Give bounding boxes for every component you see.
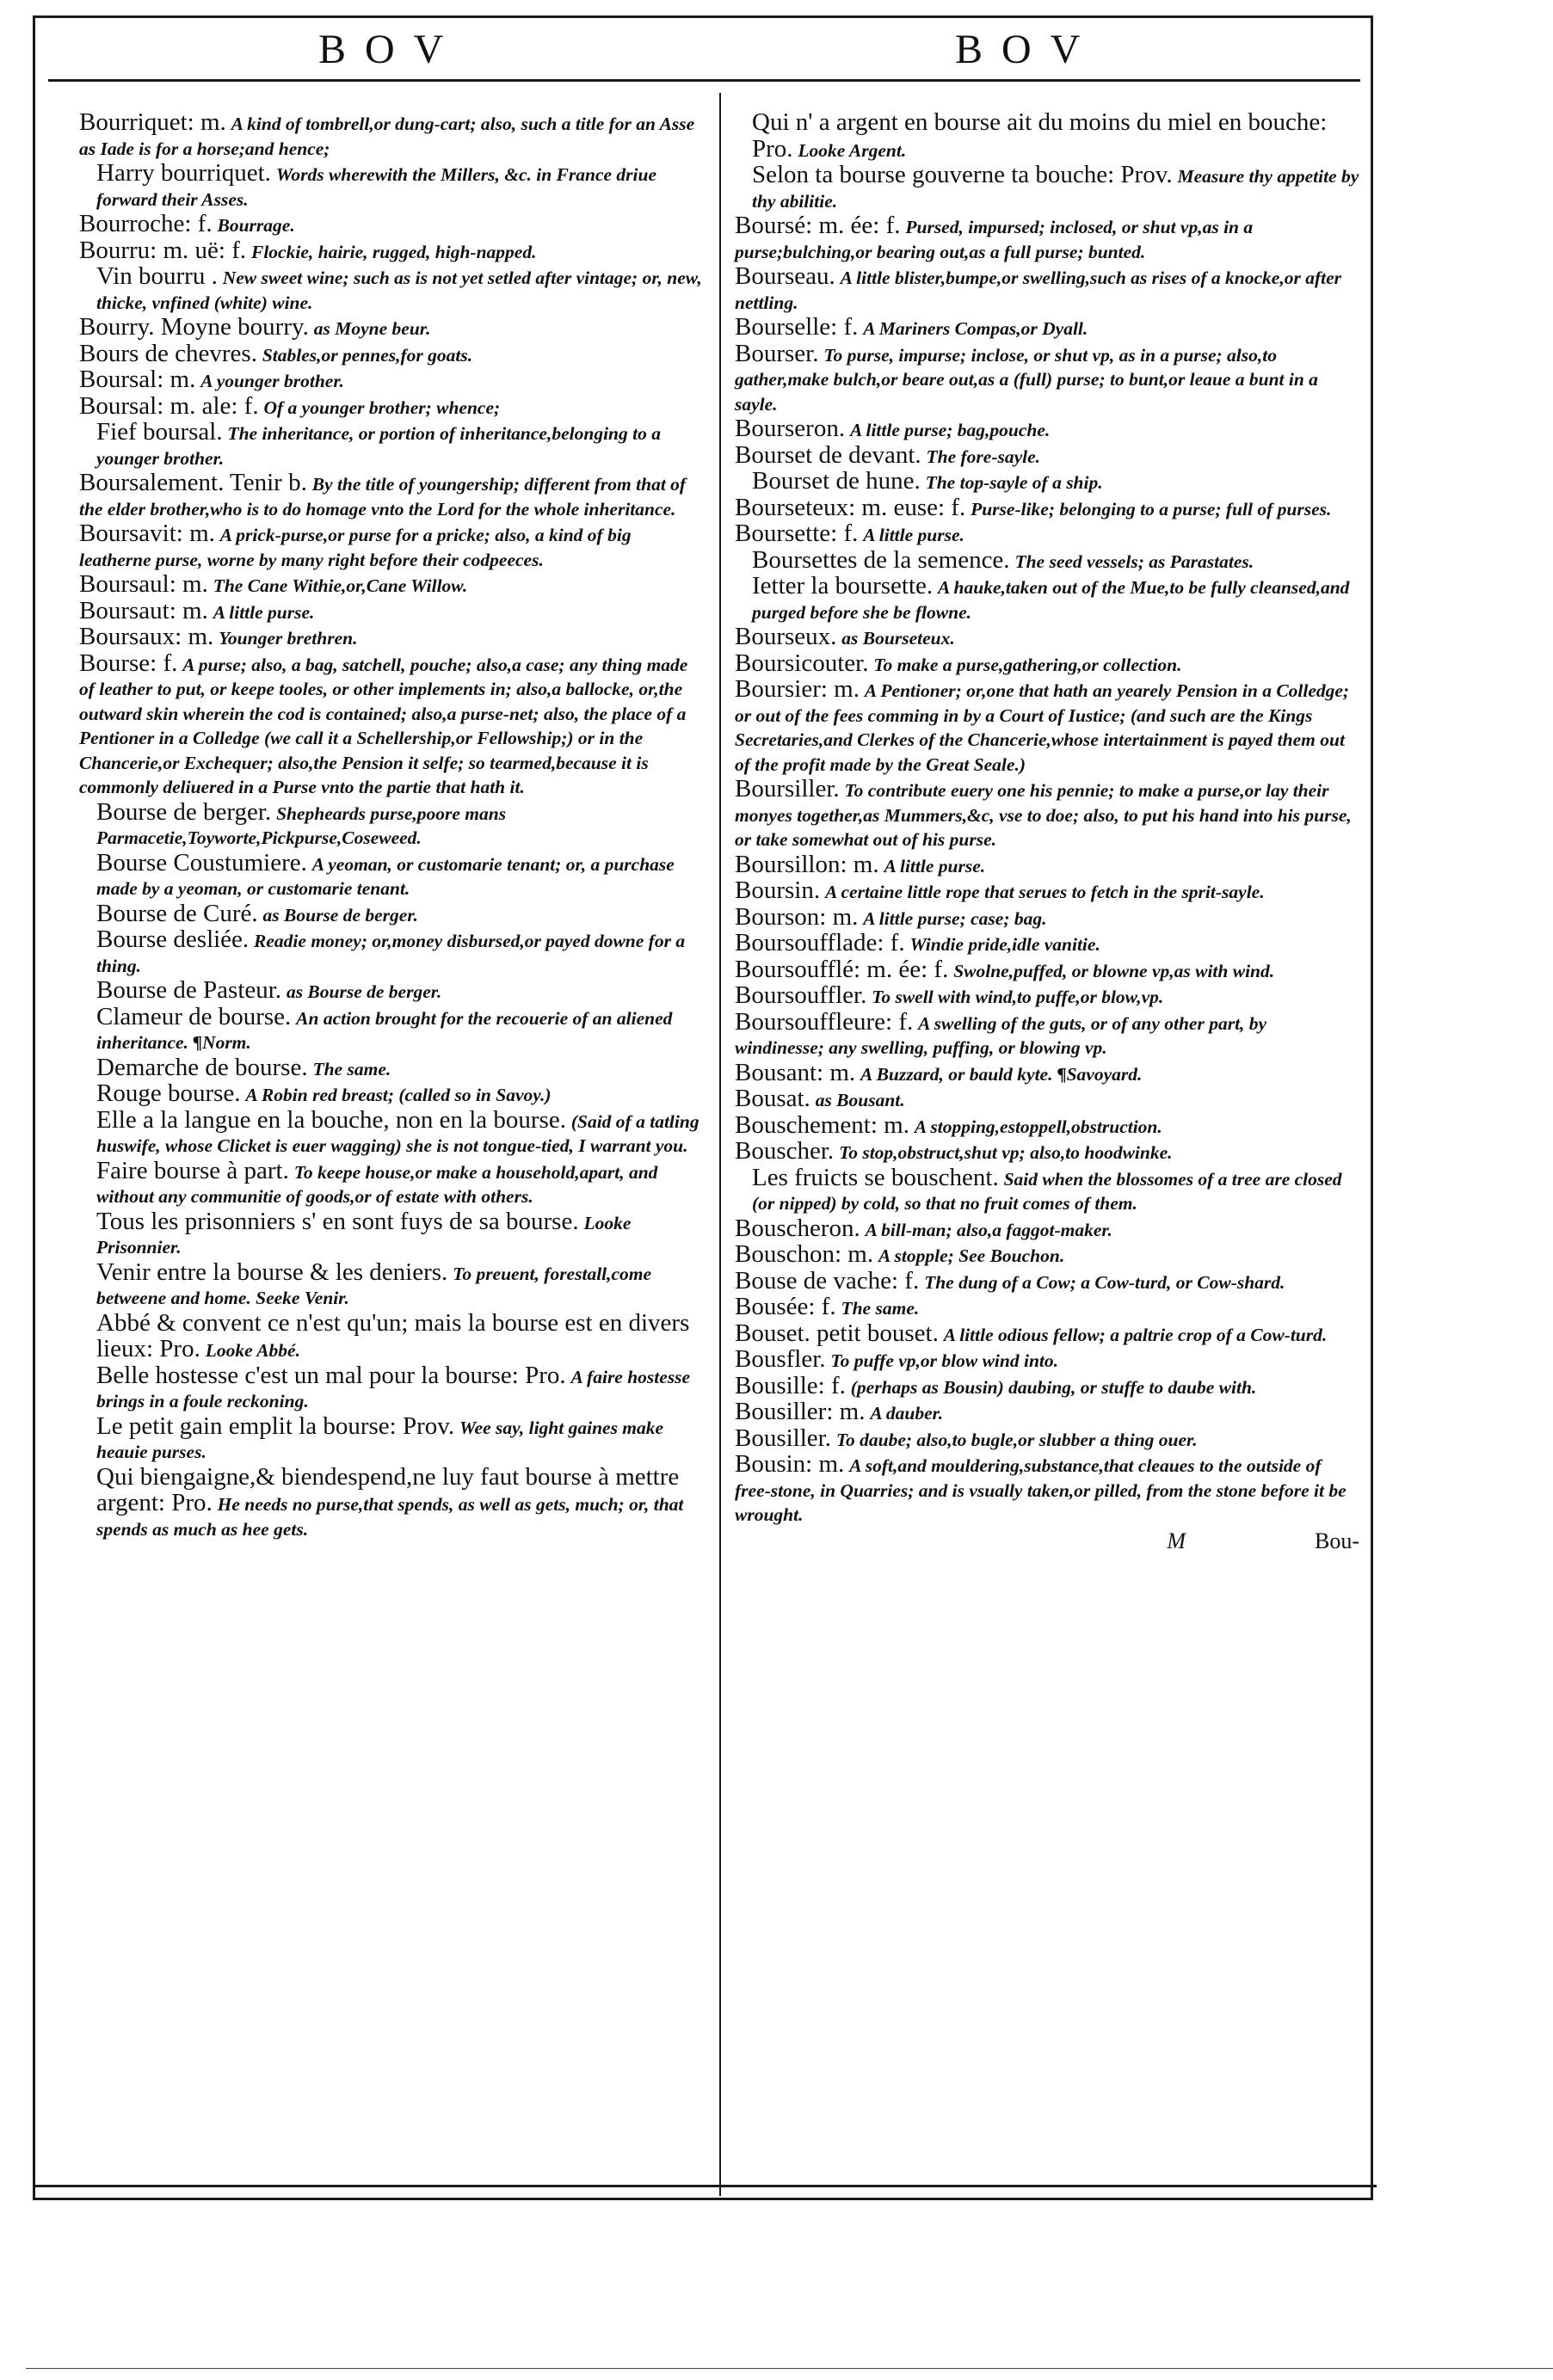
dictionary-entry [79,238,707,265]
headword: Fief boursal. [96,418,223,446]
headword: Qui n' a argent en bourse ait du moins du miel en bouche: Pro. [752,108,1328,163]
definition: as Bousant. [815,1090,905,1110]
headword: Bousiller: m. [735,1398,866,1425]
dictionary-entry [79,367,707,394]
dictionary-entry [79,521,707,572]
headword: Les fruicts se bouschent. [752,1163,999,1191]
headword: Bourset de hune. [752,467,921,495]
definition: Windie pride,idle vanitie. [909,934,1100,955]
dictionary-entry [735,1452,1359,1528]
headword: Bourse: f. [79,649,178,677]
dictionary-entry [735,1347,1359,1374]
headword: Qui biengaigne,& biendespend,ne luy faut bourse à mettre argent: Pro. [96,1462,680,1516]
definition: To puffe vp,or blow wind into. [830,1350,1059,1371]
dictionary-entry [79,572,707,599]
dictionary-entry [79,341,707,368]
headword: Boursettes de la semence. [752,545,1010,574]
running-head-left: BOV [318,27,463,72]
dictionary-entry [735,574,1359,624]
dictionary-entry [79,470,707,521]
bottom-rule [34,2185,1377,2187]
definition: A purse; also, a bag, satchell, pouche; also,a case; any thing made of leather to put, or keepe tooles, or other implements in; also,a ballocke, or,the outward skin wherein the cod is contained; also,a purse-net; also, the place of a Pentioner in a Colledge (we call it a Schellership,or Fellowship;) or in the Chancerie,or Exchequer; also,the Pension it selfe; so tearmed,because it is commonly deliuered in a Purse vnto the partie that hath it. [79,654,688,797]
dictionary-entry [735,1266,1359,1295]
headword: Bourseau. [735,262,835,290]
dictionary-entry [735,1371,1359,1400]
headword: Bourseron. [735,415,846,442]
definition: A faire hostesse brings in a foule reckoning. [96,1366,691,1411]
dictionary-entry [79,1105,707,1159]
definition: Measure thy appetite by thy abilitie. [752,166,1359,212]
definition: Swolne,puffed, or blowne vp,as with wind. [953,960,1275,981]
headword: Bousée: f. [735,1293,836,1320]
left-column [79,110,707,1541]
definition: To stop,obstruct,shut vp; also,to hoodwinke. [839,1142,1173,1163]
definition: Words wherewith the Millers, &c. in France driue forward their Asses. [96,164,657,210]
definition: A little purse. [884,855,986,876]
definition: Wee say, light gaines make heauie purses. [96,1417,664,1462]
dictionary-entry [735,983,1359,1010]
headword: Boursillon: m. [735,850,879,878]
definition: The fore-sayle. [926,446,1041,467]
headword: Rouge bourse. [96,1079,241,1107]
dictionary-entry [735,1399,1359,1426]
definition: as Bourse de berger. [286,981,442,1002]
definition: To daube; also,to bugle,or slubber a thing ouer. [835,1429,1198,1450]
dictionary-entry [735,902,1359,932]
headword: Venir entre la bourse & les deniers. [96,1258,448,1286]
dictionary-entry [79,420,707,470]
definition: (Said of a tatling huswife, whose Clicket is euer wagging) she is not tongue-tied, I warrant you. [96,1110,699,1156]
headword: Bourse de Curé. [96,899,258,927]
definition: New sweet wine; such as is not yet setled after vintage; or, new, thicke, vnfined (white) wine. [96,268,702,313]
dictionary-entry [79,1156,707,1209]
headword: Bouscher. [735,1137,835,1165]
definition: The dung of a Cow; a Cow-turd, or Cow-shard. [924,1271,1285,1293]
running-head-right: BOV [955,27,1100,72]
definition: A prick-purse,or purse for a pricke; also, a kind of big leatherne purse, worne by many right before their codpeeces. [79,525,632,570]
dictionary-entry [79,1411,707,1465]
dictionary-entry [79,927,707,978]
definition: A swelling of the guts, or of any other part, by windinesse; any swelling, puffing, or blowing vp. [735,1012,1267,1058]
dictionary-entry [735,852,1359,879]
definition: A little purse. [863,525,964,545]
definition: A Robin red breast; (called so in Savoy.) [245,1085,552,1105]
dictionary-entry [735,1321,1359,1348]
definition: as Bourse de berger. [262,904,418,926]
dictionary-entry [735,651,1359,678]
definition: Bourrage. [217,215,295,236]
definition: Looke Argent. [798,139,907,161]
dictionary-entry [79,264,707,315]
headword: Boursier: m. [735,675,860,703]
catchword: Bou- [1315,1528,1359,1553]
headword: Bouschon: m. [735,1240,874,1268]
definition: A bill-man; also,a faggot-maker. [865,1219,1112,1240]
definition: as Moyne beur. [313,318,431,339]
definition: as Bourseteux. [841,628,955,649]
definition: A yeoman, or customarie tenant; or, a purchase made by a yeoman, or customarie tenant. [96,853,675,899]
definition: By the title of youngership; different from that of the elder brother,who is to do homage vnto the Lord for the whole inheritance. [79,474,687,520]
dictionary-entry [79,901,707,928]
headword: Bousiller. [735,1424,831,1452]
headword: Boursoufflé: m. ée: f. [735,955,949,983]
headword: Boursal: m. [79,366,196,393]
headword: Tous les prisonniers s' en sont fuys de sa bourse. [96,1207,579,1235]
headword: Elle a la langue en la bouche, non en la bourse. [96,1105,566,1134]
headword: Bourriquet: m. [79,108,226,136]
dictionary-entry [79,1363,707,1414]
headword: Boursaux: m. [79,623,214,650]
headword: Belle hostesse c'est un mal pour la bourse: Pro. [96,1361,566,1389]
definition: To preuent, forestall,come betweene and home. Seeke Venir. [96,1263,652,1308]
definition: Readie money; or,money disbursed,or payed downe for a thing. [96,931,686,976]
dictionary-entry [79,1081,707,1108]
headword: Bouse de vache: f. [735,1266,920,1295]
headword: Bourser. [735,339,819,367]
definition: Purse-like; belonging to a purse; full of purses. [971,498,1332,520]
definition: Stables,or pennes,for goats. [262,344,473,366]
dictionary-entry [735,1165,1359,1216]
definition: A little purse; bag,pouche. [849,420,1051,440]
dictionary-entry [79,391,707,421]
headword: Bours de chevres. [79,339,257,367]
headword: Boursé: m. ée: f. [735,212,901,239]
headword: Bousin: m. [735,1450,845,1478]
headword: Abbé & convent ce n'est qu'un; mais la bourse est en divers lieux: Pro. [96,1308,690,1362]
definition: A little odious fellow; a paltrie crop of a Cow-turd. [943,1324,1328,1345]
headword: Bourson: m. [735,902,859,931]
signature-mark: M [1167,1528,1186,1553]
dictionary-entry [735,521,1359,548]
dictionary-entry [735,1058,1359,1087]
dictionary-entry [735,624,1359,651]
definition: A Pentioner; or,one that hath an yearely Pension in a Colledge; or out of the fees comming in by a Court of Iustice; (and such are the Kings Secretaries,and Clerkes of the Chancerie,whose intertainment is payed them out of the profit made by the Great Seale.) [735,680,1350,775]
definition: A soft,and mouldering,substance,that cleaues to the outside of free-stone, in Quarries; and is vsually taken,or pilled, from the stone before it be wrought. [735,1455,1347,1525]
definition: A stopple; See Bouchon. [878,1245,1065,1266]
headword: Boursouffler. [735,981,867,1009]
definition: A hauke,taken out of the Mue,to be fully cleansed,and purged before she be flowne. [752,577,1350,623]
headword: Bourseux. [735,623,837,650]
definition: A certaine little rope that serues to fetch in the sprit-sayle. [824,882,1265,902]
headword: Selon ta bourse gouverne ta bouche: Prov. [752,161,1173,188]
headword: Bourse Coustumiere. [96,848,307,876]
definition: To make a purse,gathering,or collection. [873,654,1182,675]
headword: Bousant: m. [735,1058,856,1086]
definition: Shepheards purse,poore mans Parmacetie,Toyworte,Pickpurse,Coseweed. [96,803,507,848]
dictionary-entry [79,978,707,1005]
dictionary-entry [735,1242,1359,1269]
definition: To swell with wind,to puffe,or blow,vp. [872,987,1164,1007]
definition: A kind of tombrell,or dung-cart; also, such a title for an Asse as Iade is for a horse;and hence; [79,114,695,159]
dictionary-entry [735,878,1359,905]
dictionary-entry [79,624,707,651]
page-edge-rule [26,2368,1553,2369]
dictionary-entry [735,264,1359,315]
dictionary-entry [735,440,1359,470]
headword: Clameur de bourse. [96,1002,292,1030]
definition: A Buzzard, or bauld kyte. ¶Savoyard. [860,1063,1143,1085]
definition: The same. [312,1058,391,1079]
dictionary-entry [735,1216,1359,1243]
signature-line [735,1528,1359,1555]
dictionary-entry [735,110,1359,163]
headword: Bourry. Moyne bourry. [79,313,309,341]
headword: Ietter la boursette. [752,572,934,600]
definition: Said when the blossomes of a tree are closed (or nipped) by cold, so that no fruit comes of them. [752,1168,1342,1214]
dictionary-entry [79,315,707,341]
dictionary-entry [735,416,1359,443]
definition: To purse, impurse; inclose, or shut vp, as in a purse; also,to gather,make bulch,or beare out,as a (full) purse; to bunt,or leaue a bunt in a sayle. [735,344,1318,415]
headword: Bourselle: f. [735,313,859,341]
definition: Pursed, impursed; inclosed, or shut vp,as in a purse;bulching,or bearing out,as a full purse; bunted. [735,217,1254,262]
definition: A younger brother. [200,371,344,391]
dictionary-entry [79,1260,707,1311]
definition: (perhaps as Bousin) daubing, or stuffe to daube with. [850,1376,1257,1398]
headword: Vin bourru . [96,262,218,290]
dictionary-entry [79,161,707,212]
headword: Boursaut: m. [79,596,208,624]
headword: Boursal: m. ale: f. [79,391,259,420]
dictionary-entry [79,596,707,625]
dictionary-entry [735,341,1359,417]
headword: Boursouffleure: f. [735,1007,914,1036]
headword: Boursette: f. [735,520,859,547]
dictionary-entry [735,315,1359,341]
dictionary-entry [79,651,707,800]
definition: Looke Abbé. [205,1340,300,1361]
headword: Faire bourse à part. [96,1156,289,1184]
definition: Of a younger brother; whence; [263,397,501,418]
dictionary-entry [735,1007,1359,1061]
headword: Bourset de devant. [735,440,921,469]
dictionary-entry [79,1002,707,1055]
headword: Boursicouter. [735,649,869,677]
dictionary-entry [79,110,707,161]
definition: Flockie, hairie, rugged, high-napped. [250,241,537,262]
headword: Bouschement: m. [735,1110,909,1139]
headword: Bourru: m. uë: f. [79,236,247,264]
headword: Bourse desliée. [96,926,250,953]
dictionary-entry [735,677,1359,777]
headword: Bourroche: f. [79,210,213,237]
headword: Boursoufflade: f. [735,929,905,956]
headword: Bousfler. [735,1345,826,1373]
dictionary-entry [79,1462,707,1542]
headword: Bouscheron. [735,1214,860,1242]
dictionary-entry [735,545,1359,575]
dictionary-entry [735,1295,1359,1321]
headword: Bousille: f. [735,1371,846,1399]
headword: Le petit gain emplit la bourse: Prov. [96,1411,455,1440]
definition: To contribute euery one his pennie; to make a purse,or lay their monyes together,as Mummers,&c, vse to doe; also, to put his hand into his purse, or take somewhat out of his purse. [735,780,1352,850]
headword: Bourseteux: m. euse: f. [735,493,966,521]
dictionary-entry [79,1308,707,1363]
headword: Bourse de berger. [96,797,272,826]
headword: Bousat. [735,1085,810,1112]
headword: Harry bourriquet. [96,159,271,187]
headword: Boursaul: m. [79,570,208,598]
dictionary-entry [79,797,707,851]
dictionary-entry [735,1110,1359,1140]
dictionary-entry [735,1086,1359,1113]
definition: A Mariners Compas,or Dyall. [863,318,1088,339]
definition: The Cane Withie,or,Cane Willow. [213,575,468,596]
definition: A little blister,bumpe,or swelling,such as rises of a knocke,or after nettling. [735,268,1341,313]
dictionary-entry [735,495,1359,522]
headword: Demarche de bourse. [96,1053,308,1081]
dictionary-entry [735,1139,1359,1165]
definition: A dauber. [870,1403,944,1424]
definition: He needs no purse,that spends, as well as gets, much; or, that spends as much as hee gets. [96,1494,684,1540]
definition: To keepe house,or make a household,apart, and without any communitie of goods,or of estate with others. [96,1161,658,1207]
dictionary-entry [735,931,1359,957]
dictionary-entry [735,213,1359,264]
dictionary-entry [79,848,707,901]
definition: The top-sayle of a ship. [925,472,1103,493]
right-column [735,110,1359,1555]
dictionary-entry [735,1426,1359,1453]
dictionary-entry [79,1055,707,1082]
definition: A little purse. [213,601,315,623]
header-rule [48,79,1360,82]
definition: The seed vessels; as Parastates. [1014,550,1254,572]
dictionary-entry [79,1209,707,1260]
definition: The inheritance, or portion of inheritance,belonging to a younger brother. [96,423,661,469]
dictionary-entry [79,212,707,238]
definition: A stopping,estoppell,obstruction. [914,1116,1162,1137]
column-divider [719,93,721,2196]
dictionary-entry [735,163,1359,213]
headword: Boursin. [735,876,821,904]
dictionary-entry [735,777,1359,852]
definition: A little purse; case; bag. [863,907,1047,929]
definition: Looke Prisonnier. [96,1212,632,1258]
dictionary-entry [735,469,1359,495]
headword: Bourse de Pasteur. [96,976,282,1004]
definition: The same. [841,1298,920,1319]
headword: Boursalement. Tenir b. [79,469,307,496]
headword: Bouset. petit bouset. [735,1319,939,1347]
headword: Boursavit: m. [79,520,215,547]
definition: An action brought for the recouerie of an aliened inheritance. ¶Norm. [96,1007,673,1053]
dictionary-entry [735,957,1359,984]
headword: Boursiller. [735,775,840,803]
definition: Younger brethren. [219,628,358,649]
